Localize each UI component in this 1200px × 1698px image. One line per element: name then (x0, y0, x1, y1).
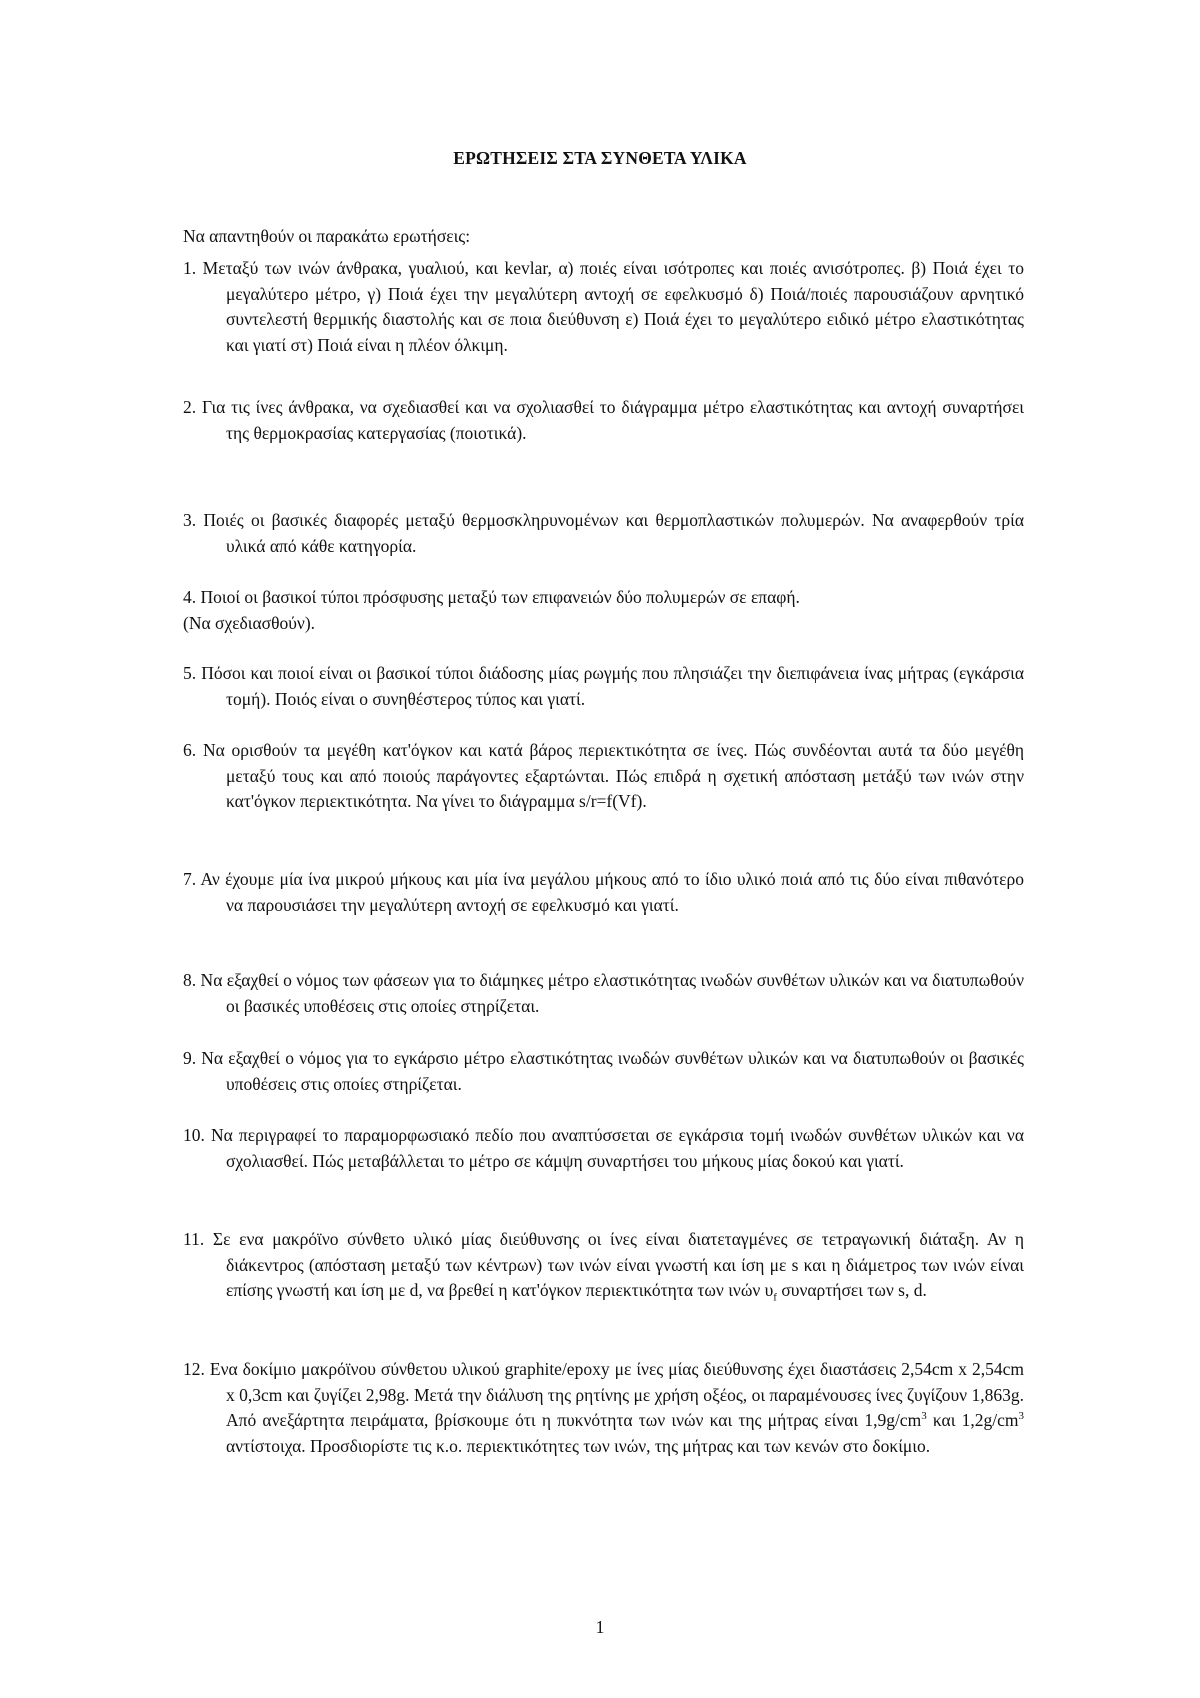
document-title: ΕΡΩΤΗΣΕΙΣ ΣΤΑ ΣΥΝΘΕΤΑ ΥΛΙΚΑ (453, 148, 747, 168)
question-11-subscript: f (773, 1291, 777, 1304)
question-1: 1. Μεταξύ των ινών άνθρακα, γυαλιού, και kevlar, α) ποιές είναι ισότροπες και ποιές ανισότροπες. β) Ποιά έχει το μεγαλύτερο μέτρο, γ) Ποιά έχει την μεγαλύτερη αντοχή σε εφελκυσμό δ) Ποιά/ποιές παρουσιάζουν αρνητικό συντελεστή θερμικής διαστολής και σε ποια διεύθυνση ε) Ποιά έχει το μεγαλύτερο ειδικό μέτρο ελαστικότητας και γιατί στ) Ποιά είναι η πλέον όλκιμη. (183, 258, 1024, 355)
question-8: 8. Να εξαχθεί ο νόμος των φάσεων για το διάμηκες μέτρο ελαστικότητας ινωδών συνθέτων υλικών και να διατυπωθούν οι βασικές υποθέσεις στις οποίες στηρίζεται. (183, 970, 1024, 1016)
question-7: 7. Αν έχουμε μία ίνα μικρού μήκους και μία ίνα μεγάλου μήκους από το ίδιο υλικό ποιά από τις δύο είναι πιθανότερο να παρουσιάσει την μεγαλύτερη αντοχή σε εφελκυσμό και γιατί. (183, 869, 1024, 915)
question-12-text-middle: και 1,2g/cm (926, 1410, 1019, 1430)
question-5: 5. Πόσοι και ποιοί είναι οι βασικοί τύποι διάδοσης μίας ρωγμής που πλησιάζει την διεπιφάνεια ίνας μήτρας (εγκάρσια τομή). Ποιός είναι ο συνηθέστερος τύπος και γιατί. (183, 663, 1024, 709)
question-12-text-end: αντίστοιχα. Προσδιορίστε τις κ.ο. περιεκτικότητες των ινών, της μήτρας και των κενών στο δοκίμιο. (226, 1435, 931, 1456)
question-12 (183, 1357, 1024, 1459)
question-3: 3. Ποιές οι βασικές διαφορές μεταξύ θερμοσκληρυνομένων και θερμοπλαστικών πολυμερών. Να αναφερθούν τρία υλικά από κάθε κατηγορία. (183, 510, 1024, 556)
intro-text: Να απαντηθούν οι παρακάτω ερωτήσεις: (183, 226, 471, 246)
question-4-line2: (Να σχεδιασθούν). (183, 612, 316, 633)
question-11-text-end: συναρτήσει των s, d. (776, 1280, 927, 1300)
question-9: 9. Να εξαχθεί ο νόμος για το εγκάρσιο μέτρο ελαστικότητας ινωδών συνθέτων υλικών και να διατυπωθούν οι βασικές υποθέσεις στις οποίες στηρίζεται. (183, 1048, 1024, 1094)
question-2: 2. Για τις ίνες άνθρακα, να σχεδιασθεί και να σχολιασθεί το διάγραμμα μέτρο ελαστικότητας και αντοχή συναρτήσει της θερμοκρασίας κατεργασίας (ποιοτικά). (183, 397, 1024, 443)
question-11 (183, 1227, 1024, 1304)
question-12-sup-2: 3 (1018, 1410, 1024, 1423)
question-4-line1: 4. Ποιοί οι βασικοί τύποι πρόσφυσης μεταξύ των επιφανειών δύο πολυμερών σε επαφή. (183, 587, 800, 607)
question-4 (183, 585, 1024, 636)
page-number: 1 (595, 1617, 605, 1637)
question-11-text: 11. Σε ενα μακρόϊνο σύνθετο υλικό μίας διεύθυνσης οι ίνες είναι διατεταγμένες σε τετραγωνική διάταξη. Αν η διάκεντρος (απόσταση μεταξύ των κέντρων) των ινών είναι γνωστή και ίση με s και η διάμετρος των ινών είναι επίσης γνωστή και ίση με d, να βρεθεί η κατ'όγκον περιεκτικότητα των ινών υ (183, 1229, 1024, 1300)
question-12-text: 12. Ενα δοκίμιο μακρόϊνου σύνθετου υλικού graphite/epoxy με ίνες μίας διεύθυνσης έχει διαστάσεις 2,54cm x 2,54cm x 0,3cm και ζυγίζει 2,98g. Μετά την διάλυση της ρητίνης με χρήση οξέος, οι παραμένουσες ίνες ζυγίζουν 1,863g. Από ανεξάρτητα πειράματα, βρίσκουμε ότι η πυκνότητα των ινών και της μήτρας είναι 1,9g/cm (183, 1359, 1024, 1430)
question-12-sup-1: 3 (921, 1410, 927, 1423)
question-10: 10. Να περιγραφεί το παραμορφωσιακό πεδίο που αναπτύσσεται σε εγκάρσια τομή ινωδών συνθέτων υλικών και να σχολιασθεί. Πώς μεταβάλλεται το μέτρο σε κάμψη συναρτήσει του μήκους μίας δοκού και γιατί. (183, 1125, 1024, 1171)
question-6: 6. Να ορισθούν τα μεγέθη κατ'όγκον και κατά βάρος περιεκτικότητα σε ίνες. Πώς συνδέονται αυτά τα δύο μεγέθη μεταξύ τους και από ποιούς παράγοντες εξαρτώνται. Πώς επιδρά η σχετική απόσταση μετάξύ των ινών στην κατ'όγκον περιεκτικότητα. Να γίνει το διάγραμμα s/r=f(Vf). (183, 740, 1024, 811)
